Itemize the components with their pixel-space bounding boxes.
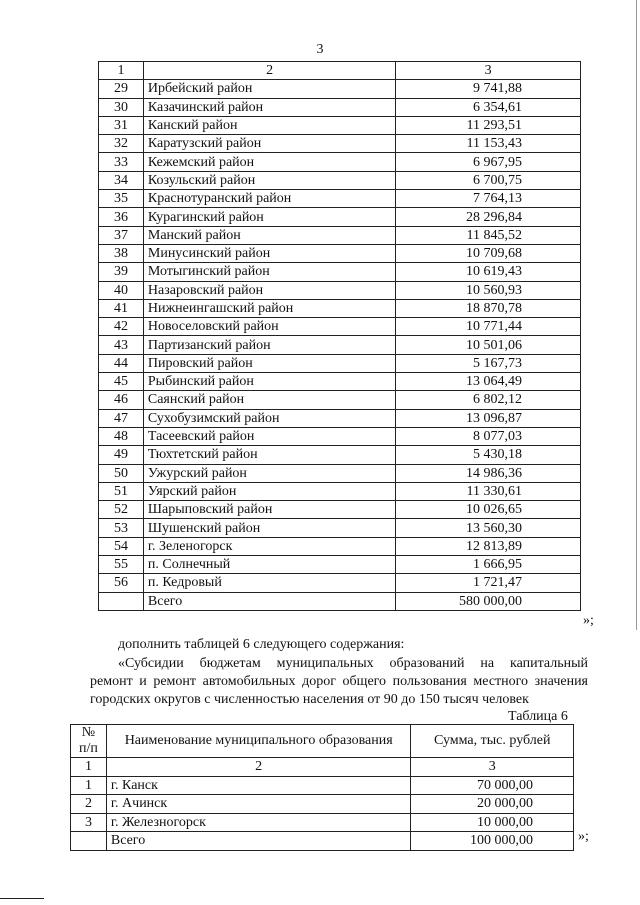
row-number: 34 [99, 171, 144, 189]
subsidy-amount: 8 077,03 [396, 427, 581, 445]
table-row [99, 537, 581, 555]
table-6-row [71, 813, 574, 832]
table-6-row [71, 795, 574, 814]
table-row [99, 336, 581, 354]
header-number-symbol: № [81, 725, 96, 740]
municipality-name: Партизанский район [143, 336, 395, 354]
municipality-name: Пировский район [143, 354, 395, 372]
page-number: 3 [316, 42, 324, 57]
row-number: 33 [99, 153, 144, 171]
header-amount: Сумма, тыс. рублей [411, 725, 574, 758]
municipality-name: п. Кедровый [143, 574, 395, 592]
table-row [99, 501, 581, 519]
table-row [99, 153, 581, 171]
header-municipality: Наименование муниципального образования [106, 725, 411, 758]
table-header-row [99, 62, 581, 80]
municipality-name: Уярский район [143, 482, 395, 500]
table-6-row [71, 776, 574, 795]
total-amount: 580 000,00 [396, 592, 581, 610]
row-number: 51 [99, 482, 144, 500]
column-index-2: 2 [143, 62, 395, 80]
row-number: 45 [99, 373, 144, 391]
row-number: 43 [99, 336, 144, 354]
total-empty-cell [99, 592, 144, 610]
page-edge-mark [0, 898, 44, 899]
subsidy-amount: 18 870,78 [396, 299, 581, 317]
row-number: 42 [99, 318, 144, 336]
table-row [99, 354, 581, 372]
subsidy-amount: 9 741,88 [396, 80, 581, 98]
table-6-total-row [71, 832, 574, 851]
subsidy-amount: 6 967,95 [396, 153, 581, 171]
table-row [99, 98, 581, 116]
subsidy-amount: 6 354,61 [396, 98, 581, 116]
municipality-name: Ужурский район [143, 464, 395, 482]
header-number-abbrev: п/п [79, 741, 98, 756]
subsidy-amount: 10 026,65 [396, 501, 581, 519]
municipality-name: г. Канск [106, 776, 411, 795]
row-number: 54 [99, 537, 144, 555]
page-edge-line [636, 0, 637, 630]
subsidy-amount: 5 167,73 [396, 354, 581, 372]
table-row [99, 446, 581, 464]
table-row [99, 318, 581, 336]
row-number: 31 [99, 116, 144, 134]
row-number: 39 [99, 263, 144, 281]
table-row [99, 208, 581, 226]
header-number [71, 725, 107, 758]
column-index-1: 1 [99, 62, 144, 80]
column-index-3: 3 [396, 62, 581, 80]
municipality-name: г. Зеленогорск [143, 537, 395, 555]
subsidy-amount: 10 619,43 [396, 263, 581, 281]
subsidy-amount: 6 700,75 [396, 171, 581, 189]
table-6-label: Таблица 6 [508, 709, 568, 724]
municipality-name: Рыбинский район [143, 373, 395, 391]
row-number: 41 [99, 299, 144, 317]
quote-line-2: ремонт и ремонт автомобильных дорог общего пользования местного значения [90, 674, 588, 689]
municipality-name: Саянский район [143, 391, 395, 409]
table-row [99, 373, 581, 391]
row-number: 53 [99, 519, 144, 537]
municipality-name: Тасеевский район [143, 427, 395, 445]
subsidy-amount: 6 802,12 [396, 391, 581, 409]
table-row [99, 574, 581, 592]
table-row [99, 244, 581, 262]
subsidy-amount: 13 064,49 [396, 373, 581, 391]
subsidy-amount: 11 845,52 [396, 226, 581, 244]
total-label: Всего [106, 832, 411, 851]
subsidy-amount: 10 501,06 [396, 336, 581, 354]
row-number: 56 [99, 574, 144, 592]
table-row [99, 464, 581, 482]
row-number: 32 [99, 135, 144, 153]
row-number: 2 [71, 795, 107, 814]
table-row [99, 409, 581, 427]
municipality-name: Казачинский район [143, 98, 395, 116]
subsidy-amount: 11 293,51 [396, 116, 581, 134]
municipality-name: Краснотуранский район [143, 190, 395, 208]
municipality-name: Канский район [143, 116, 395, 134]
index-3: 3 [411, 758, 574, 777]
subsidy-description [90, 655, 588, 709]
quote-line-3: городских округов с численностью населения от 90 до 150 тысяч человек [90, 692, 529, 707]
table-row [99, 263, 581, 281]
row-number: 48 [99, 427, 144, 445]
table-row [99, 299, 581, 317]
municipality-name: г. Ачинск [106, 795, 411, 814]
subsidy-amount: 10 560,93 [396, 281, 581, 299]
row-number: 3 [71, 813, 107, 832]
subsidy-amount: 13 560,30 [396, 519, 581, 537]
table-row [99, 80, 581, 98]
subsidy-amount: 7 764,13 [396, 190, 581, 208]
municipality-name: Мотыгинский район [143, 263, 395, 281]
row-number: 30 [99, 98, 144, 116]
index-1: 1 [71, 758, 107, 777]
municipality-name: Шушенский район [143, 519, 395, 537]
municipality-name: Манский район [143, 226, 395, 244]
municipality-name: Курагинский район [143, 208, 395, 226]
closing-quote-marker-2: »; [578, 829, 589, 844]
subsidy-amount: 5 430,18 [396, 446, 581, 464]
table-row [99, 171, 581, 189]
municipality-name: Нижнеингашский район [143, 299, 395, 317]
municipality-name: г. Железногорск [106, 813, 411, 832]
row-number: 44 [99, 354, 144, 372]
subsidy-table-6 [70, 724, 574, 851]
subsidy-amount: 10 771,44 [396, 318, 581, 336]
municipality-name: Тюхтетский район [143, 446, 395, 464]
subsidy-amount: 12 813,89 [396, 537, 581, 555]
subsidy-amount: 11 330,61 [396, 482, 581, 500]
index-2: 2 [106, 758, 411, 777]
row-number: 38 [99, 244, 144, 262]
row-number: 35 [99, 190, 144, 208]
table-row [99, 482, 581, 500]
subsidy-amount: 1 666,95 [396, 556, 581, 574]
table-row [99, 391, 581, 409]
total-empty-cell [71, 832, 107, 851]
subsidy-amount: 1 721,47 [396, 574, 581, 592]
subsidy-amount: 11 153,43 [396, 135, 581, 153]
table-row [99, 135, 581, 153]
row-number: 52 [99, 501, 144, 519]
municipality-name: Назаровский район [143, 281, 395, 299]
municipality-name: Шарыповский район [143, 501, 395, 519]
municipality-name: Каратузский район [143, 135, 395, 153]
municipality-name: п. Солнечный [143, 556, 395, 574]
row-number: 1 [71, 776, 107, 795]
row-number: 29 [99, 80, 144, 98]
quote-line-1: «Субсидии бюджетам муниципальных образований на капитальный [118, 656, 588, 671]
table-6-index-row [71, 758, 574, 777]
row-number: 50 [99, 464, 144, 482]
intro-paragraph: дополнить таблицей 6 следующего содержания: [118, 637, 405, 652]
subsidy-amount: 10 709,68 [396, 244, 581, 262]
closing-quote-marker: »; [583, 613, 594, 628]
subsidy-amount: 10 000,00 [411, 813, 574, 832]
table-row [99, 519, 581, 537]
table-row [99, 281, 581, 299]
row-number: 37 [99, 226, 144, 244]
total-row [99, 592, 581, 610]
table-row [99, 226, 581, 244]
municipality-name: Сухобузимский район [143, 409, 395, 427]
row-number: 55 [99, 556, 144, 574]
municipality-name: Новоселовский район [143, 318, 395, 336]
total-label: Всего [143, 592, 395, 610]
subsidy-amount: 20 000,00 [411, 795, 574, 814]
municipality-name: Ирбейский район [143, 80, 395, 98]
row-number: 36 [99, 208, 144, 226]
table-row [99, 116, 581, 134]
total-amount: 100 000,00 [411, 832, 574, 851]
row-number: 40 [99, 281, 144, 299]
municipality-name: Кежемский район [143, 153, 395, 171]
subsidy-amount: 28 296,84 [396, 208, 581, 226]
subsidy-table-continuation [98, 61, 581, 611]
municipality-name: Козульский район [143, 171, 395, 189]
row-number: 49 [99, 446, 144, 464]
subsidy-amount: 14 986,36 [396, 464, 581, 482]
row-number: 46 [99, 391, 144, 409]
row-number: 47 [99, 409, 144, 427]
table-row [99, 556, 581, 574]
table-row [99, 427, 581, 445]
subsidy-amount: 70 000,00 [411, 776, 574, 795]
subsidy-amount: 13 096,87 [396, 409, 581, 427]
municipality-name: Минусинский район [143, 244, 395, 262]
table-6-header-row [71, 725, 574, 758]
table-row [99, 190, 581, 208]
